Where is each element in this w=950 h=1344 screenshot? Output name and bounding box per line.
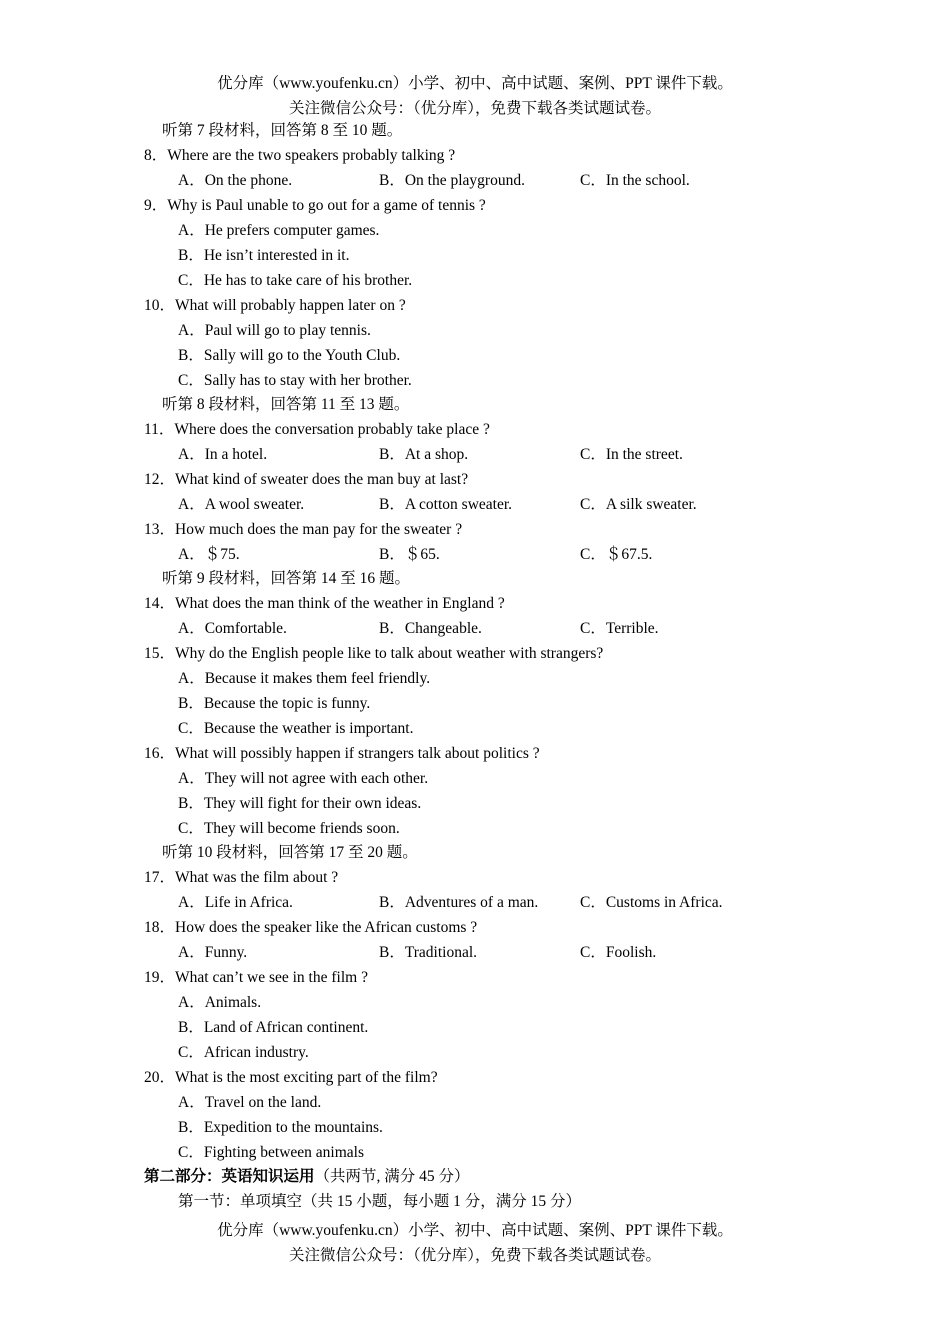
q9-option-a: A．He prefers computer games. xyxy=(178,222,380,239)
question-20: 20．What is the most exciting part of the film? xyxy=(144,1069,438,1086)
question-14: 14．What does the man think of the weather in England ? xyxy=(144,595,505,612)
question-12: 12．What kind of sweater does the man buy at last? xyxy=(144,471,469,488)
q16-option-c: C．They will become friends soon. xyxy=(178,820,400,837)
q18-option-a: A．Funny. xyxy=(178,944,248,961)
q18-option-c: C．Foolish. xyxy=(580,944,657,961)
section-heading-7: 听第 7 段材料，回答第 8 至 10 题。 xyxy=(162,122,403,139)
q18-option-b: B．Traditional. xyxy=(379,944,478,961)
question-11: 11．Where does the conversation probably take place ? xyxy=(144,421,490,438)
q14-option-a: A．Comfortable. xyxy=(178,620,287,637)
q11-option-c: C．In the street. xyxy=(580,446,683,463)
q13-option-a: A．＄75. xyxy=(178,546,240,563)
q20-option-a: A．Travel on the land. xyxy=(178,1094,322,1111)
question-15: 15．Why do the English people like to talk about weather with strangers? xyxy=(144,645,604,662)
q17-option-a: A．Life in Africa. xyxy=(178,894,293,911)
q8-option-a: A．On the phone. xyxy=(178,172,293,189)
q10-option-b: B．Sally will go to the Youth Club. xyxy=(178,347,401,364)
section-heading-8: 听第 8 段材料，回答第 11 至 13 题。 xyxy=(162,396,410,413)
q15-option-b: B．Because the topic is funny. xyxy=(178,695,371,712)
section-heading-9: 听第 9 段材料，回答第 14 至 16 题。 xyxy=(162,570,411,587)
question-9: 9．Why is Paul unable to go out for a game of tennis ? xyxy=(144,197,486,214)
part-2-title: 第二部分：英语知识运用 xyxy=(144,1168,315,1185)
header-line-1: 优分库（www.youfenku.cn）小学、初中、高中试题、案例、PPT 课件下载。 xyxy=(217,75,733,92)
q11-option-a: A．In a hotel. xyxy=(178,446,268,463)
question-8: 8．Where are the two speakers probably talking ? xyxy=(144,147,456,164)
q17-option-c: C．Customs in Africa. xyxy=(580,894,723,911)
q14-option-b: B．Changeable. xyxy=(379,620,482,637)
q8-option-c: C．In the school. xyxy=(580,172,690,189)
q15-option-c: C．Because the weather is important. xyxy=(178,720,414,737)
q19-option-c: C．African industry. xyxy=(178,1044,309,1061)
q9-option-c: C．He has to take care of his brother. xyxy=(178,272,413,289)
q12-option-a: A．A wool sweater. xyxy=(178,496,305,513)
q11-option-b: B．At a shop. xyxy=(379,446,469,463)
question-16: 16．What will possibly happen if strangers talk about politics ? xyxy=(144,745,540,762)
question-17: 17．What was the film about ? xyxy=(144,869,339,886)
q8-option-b: B．On the playground. xyxy=(379,172,525,189)
q16-option-b: B．They will fight for their own ideas. xyxy=(178,795,422,812)
footer-line-2: 关注微信公众号：（优分库），免费下载各类试题试卷。 xyxy=(288,1247,661,1264)
q12-option-b: B．A cotton sweater. xyxy=(379,496,513,513)
q19-option-a: A．Animals. xyxy=(178,994,262,1011)
q10-option-a: A．Paul will go to play tennis. xyxy=(178,322,371,339)
q10-option-c: C．Sally has to stay with her brother. xyxy=(178,372,412,389)
q15-option-a: A．Because it makes them feel friendly. xyxy=(178,670,431,687)
q20-option-b: B．Expedition to the mountains. xyxy=(178,1119,383,1136)
question-19: 19．What can’t we see in the film ? xyxy=(144,969,368,986)
question-18: 18．How does the speaker like the African customs ? xyxy=(144,919,478,936)
section-heading-10: 听第 10 段材料，回答第 17 至 20 题。 xyxy=(162,844,418,861)
part-2-heading xyxy=(144,1167,470,1187)
q12-option-c: C．A silk sweater. xyxy=(580,496,697,513)
footer-line-1: 优分库（www.youfenku.cn）小学、初中、高中试题、案例、PPT 课件下载。 xyxy=(217,1222,733,1239)
q13-option-c: C．＄67.5. xyxy=(580,546,653,563)
q17-option-b: B．Adventures of a man. xyxy=(379,894,539,911)
part-2-subsection-heading: 第一节：单项填空（共 15 小题，每小题 1 分，满分 15 分） xyxy=(178,1193,582,1210)
question-10: 10．What will probably happen later on ? xyxy=(144,297,406,314)
q9-option-b: B．He isn’t interested in it. xyxy=(178,247,350,264)
part-2-score-note: （共两节, 满分 45 分） xyxy=(314,1168,470,1185)
q16-option-a: A．They will not agree with each other. xyxy=(178,770,429,787)
question-13: 13．How much does the man pay for the sweater ? xyxy=(144,521,463,538)
q14-option-c: C．Terrible. xyxy=(580,620,659,637)
header-line-2: 关注微信公众号：（优分库），免费下载各类试题试卷。 xyxy=(288,100,661,117)
q19-option-b: B．Land of African continent. xyxy=(178,1019,369,1036)
q20-option-c: C．Fighting between animals xyxy=(178,1144,364,1161)
q13-option-b: B．＄65. xyxy=(379,546,440,563)
